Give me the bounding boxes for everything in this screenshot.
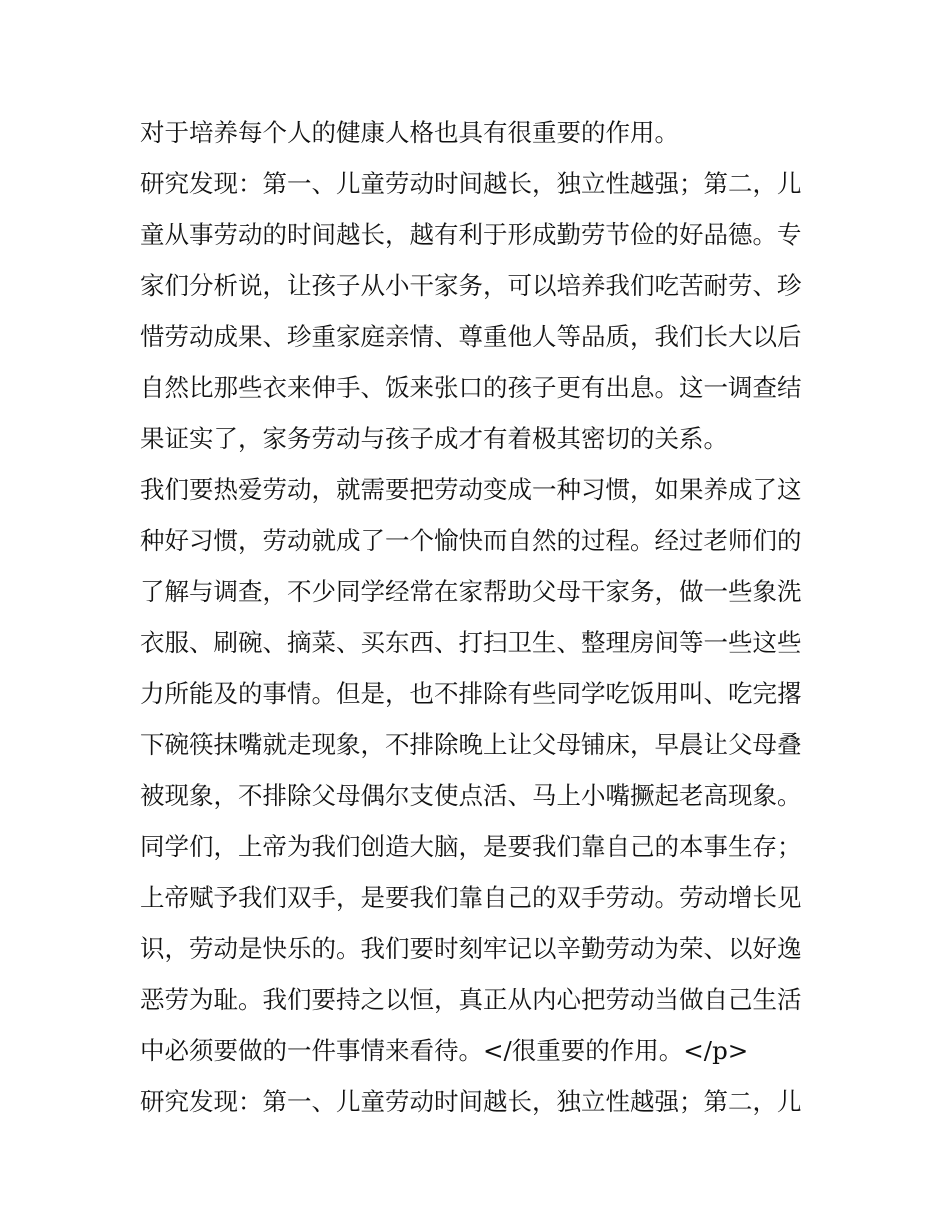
text-line: 惜劳动成果、珍重家庭亲情、尊重他人等品质，我们长大以后 — [140, 322, 802, 351]
text-line: 自然比那些衣来伸手、饭来张口的孩子更有出息。这一调查结 — [140, 373, 802, 402]
text-line: 下碗筷抹嘴就走现象，不排除晚上让父母铺床，早晨让父母叠 — [140, 730, 802, 759]
text-line: 研究发现：第一、儿童劳动时间越长，独立性越强；第二，儿 — [140, 169, 802, 198]
text-line: 我们要热爱劳动，就需要把劳动变成一种习惯，如果养成了这 — [140, 475, 802, 504]
text-line: 恶劳为耻。我们要持之以恒，真正从内心把劳动当做自己生活 — [140, 985, 802, 1014]
text-line: 种好习惯，劳动就成了一个愉快而自然的过程。经过老师们的 — [140, 526, 802, 555]
text-line: 了解与调查，不少同学经常在家帮助父母干家务，做一些象洗 — [140, 577, 802, 606]
text-line: 童从事劳动的时间越长，越有利于形成勤劳节俭的好品德。专 — [140, 220, 802, 249]
text-line: 果证实了，家务劳动与孩子成才有着极其密切的关系。 — [140, 424, 728, 453]
text-line: 家们分析说，让孩子从小干家务，可以培养我们吃苦耐劳、珍 — [140, 271, 802, 300]
text-line: 上帝赋予我们双手，是要我们靠自己的双手劳动。劳动增长见 — [140, 883, 802, 912]
text-line: 研究发现：第一、儿童劳动时间越长，独立性越强；第二，儿 — [140, 1087, 802, 1116]
text-line: 力所能及的事情。但是，也不排除有些同学吃饭用叫、吃完撂 — [140, 679, 802, 708]
text-line: 对于培养每个人的健康人格也具有很重要的作用。 — [140, 118, 679, 147]
text-line: 同学们，上帝为我们创造大脑，是要我们靠自己的本事生存； — [140, 832, 802, 861]
text-line: 被现象，不排除父母偶尔支使点活、马上小嘴撅起老高现象。 — [140, 781, 802, 810]
text-line: 衣服、刷碗、摘菜、买东西、打扫卫生、整理房间等一些这些 — [140, 628, 802, 657]
body-text — [140, 107, 820, 1127]
text-line: 识，劳动是快乐的。我们要时刻牢记以辛勤劳动为荣、以好逸 — [140, 934, 802, 963]
text-line: 中必须要做的一件事情来看待。</很重要的作用。</p> — [140, 1036, 749, 1065]
